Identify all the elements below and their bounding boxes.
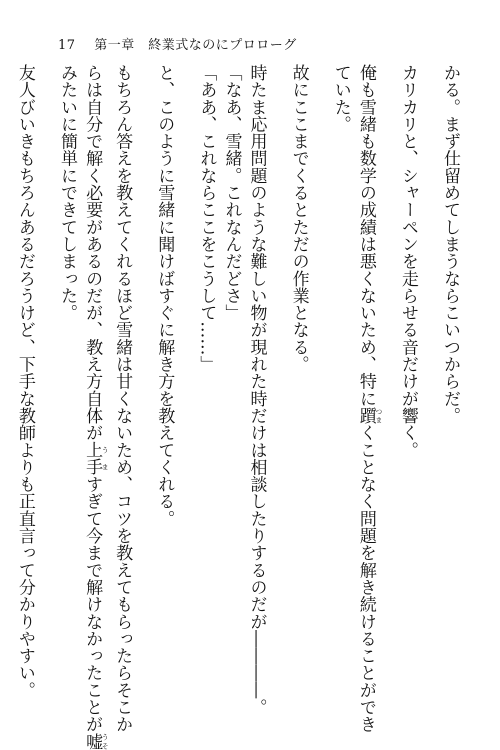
text-line-1: かる。まず仕留めてしまうならこいつからだ。	[440, 64, 460, 425]
text-line-8: 「ああ、これならここをこうして……」	[196, 64, 217, 373]
text-line-2: カリカリと、シャーペンを走らせる音だけが響く。	[397, 64, 418, 459]
page-number: 17	[58, 38, 76, 53]
text-line-3: 俺も雪緒も数学の成績は悪くないため、特に躓 つまくことなく問題を解き続けることができ	[355, 64, 383, 733]
vertical-body-text	[14, 64, 462, 750]
text-line-5: 故にここまでくるとただの作業となる。	[288, 64, 309, 373]
running-header	[58, 34, 297, 53]
text-line-14	[0, 64, 12, 679]
text-line-10: もちろん答えを教えてくれるほど雪緒は甘くないため、コツを教えてもらったらそこか	[112, 64, 133, 733]
text-line-12: みたいに簡単にできてしまった。	[56, 64, 77, 322]
text-line-7: 「なあ、雪緒。これなんだどさ」	[221, 64, 242, 322]
text-line-13: 友人びいきもちろんあるだろうけど、下手な教師よりも正直言って分かりやすい。	[14, 64, 35, 699]
ruby-uma: 上手 うま	[82, 441, 110, 476]
text-line-9: と、このように雪緒に聞けばすぐに解き方を教えてくれる。	[154, 64, 175, 528]
ruby-tsuma: 躓 つま	[355, 407, 383, 425]
ruby-uso: 嘘 うそ	[82, 732, 110, 750]
text-line-11: らは自分で解く必要があるのだが、教え方自体が上手 うますぎて今まで解けなかったことが嘘 うそ	[82, 64, 110, 750]
chapter-title: 第一章 終業式なのにプロローグ	[94, 38, 297, 53]
text-line-6: 時たま応用問題のような難しい物が現れた時だけは相談したりするのだが――――。	[246, 64, 267, 716]
text-line-4: ていた。	[330, 64, 351, 133]
